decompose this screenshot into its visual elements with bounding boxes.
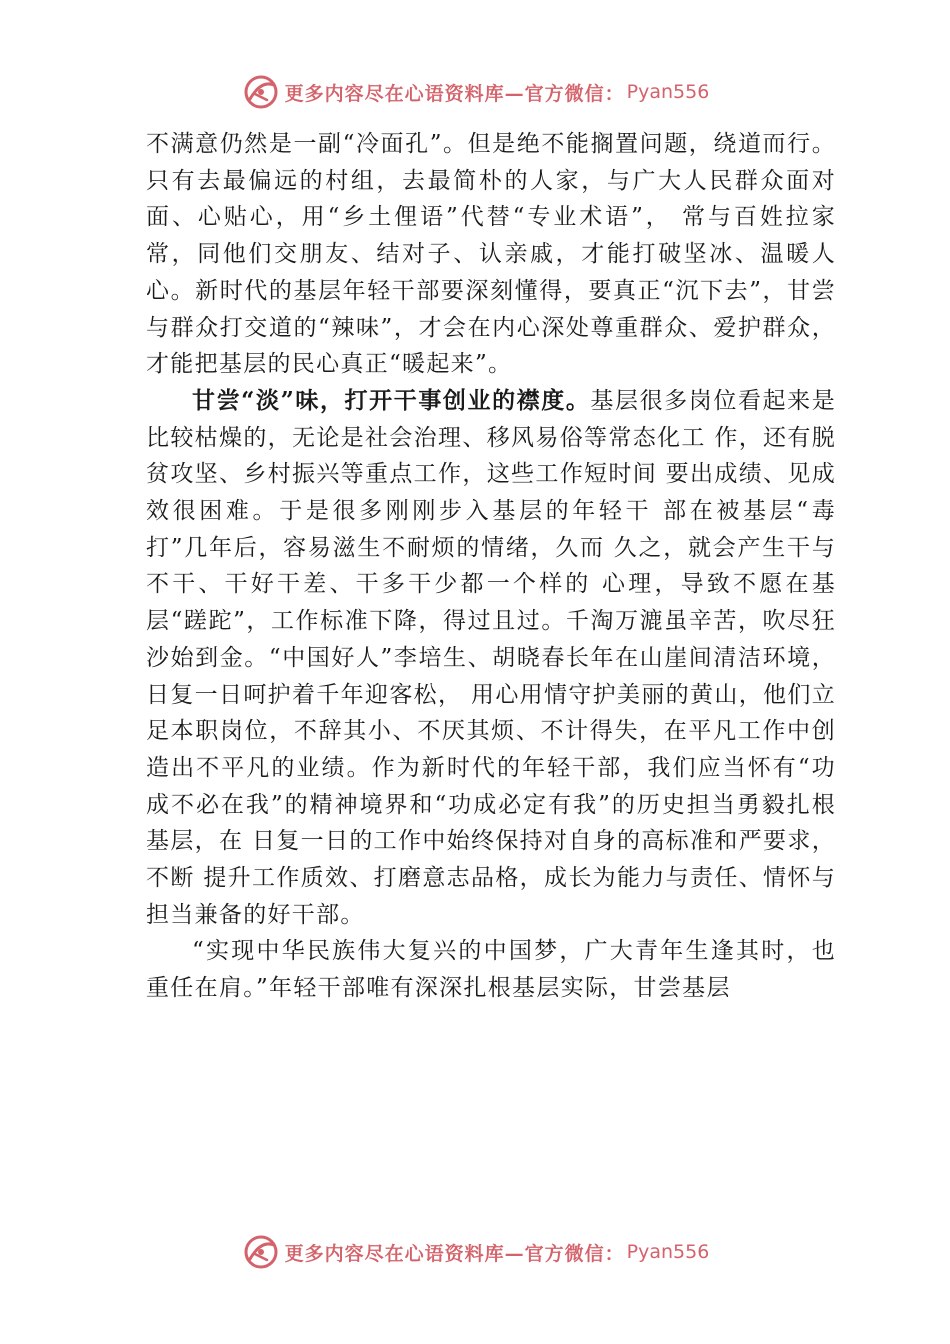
paragraph-2-heading: 甘尝“淡”味，打开干事创业的襟度。 [192, 386, 591, 414]
paragraph-3: “实现中华民族伟大复兴的中国梦，广大青年生逢其时，也重任在肩。”年轻干部唯有深深扎根基层实际，甘尝基层 [146, 938, 836, 1002]
logo-icon [241, 1232, 281, 1272]
header-banner-text: 更多内容尽在心语资料库—官方微信： [284, 82, 625, 105]
footer-banner-text: 更多内容尽在心语资料库—官方微信： [284, 1242, 625, 1265]
paragraph-1: 不满意仍然是一副“冷面孔”。但是绝不能搁置问题，绕道而行。只有去最偏远的村组，去最简朴的人家，与广大人民群众面对面、心贴心，用“乡土俚语”代替“专业术语”， 常与百姓拉家常，同他们交朋友、结对子、认亲戚，才能打破坚冰、温暖人心。新时代的基层年轻干部要深刻懂得，要真正“沉下去”，甘尝与群众打交道的“辣味”，才会在内心深处尊重群众、爱护群众，才能把基层的民心真正“暖起来”。 [146, 131, 836, 378]
paragraph-2-text: 基层很多岗位看起来是比较枯燥的，无论是社会治理、移风易俗等常态化工 作，还有脱贫攻坚、乡村振兴等重点工作，这些工作短时间 要出成绩、见成效很困难。于是很多刚刚步入基层的年轻干 部在被基层“毒打”几年后，容易滋生不耐烦的情绪，久而 久之，就会产生干与不干、干好干差、干多干少都一个样的 心理，导致不愿在基层“蹉跎”，工作标准下降，得过且过。千淘万漉虽辛苦，吹尽狂沙始到金。“中国好人”李培生、胡晓春长年在山崖间清洁环境，日复一日呵护着千年迎客松， 用心用情守护美丽的黄山，他们立足本职岗位，不辞其小、不厌其烦、不计得失，在平凡工作中创造出不平凡的业绩。作为新时代的年轻干部，我们应当怀有“功成不必在我”的精神境界和“功成必定有我”的历史担当勇毅扎根基层，在 日复一日的工作中始终保持对自身的高标准和严要求，不断 提升工作质效、打磨意志品格，成长为能力与责任、情怀与担当兼备的好干部。 [146, 387, 836, 928]
footer-banner [0, 1230, 950, 1274]
document-body [146, 126, 836, 1007]
logo-icon [241, 72, 281, 112]
header-wechat-id: Pyan556 [626, 81, 710, 103]
footer-wechat-id: Pyan556 [626, 1241, 710, 1263]
paragraph-2 [146, 383, 836, 934]
header-banner [0, 70, 950, 114]
